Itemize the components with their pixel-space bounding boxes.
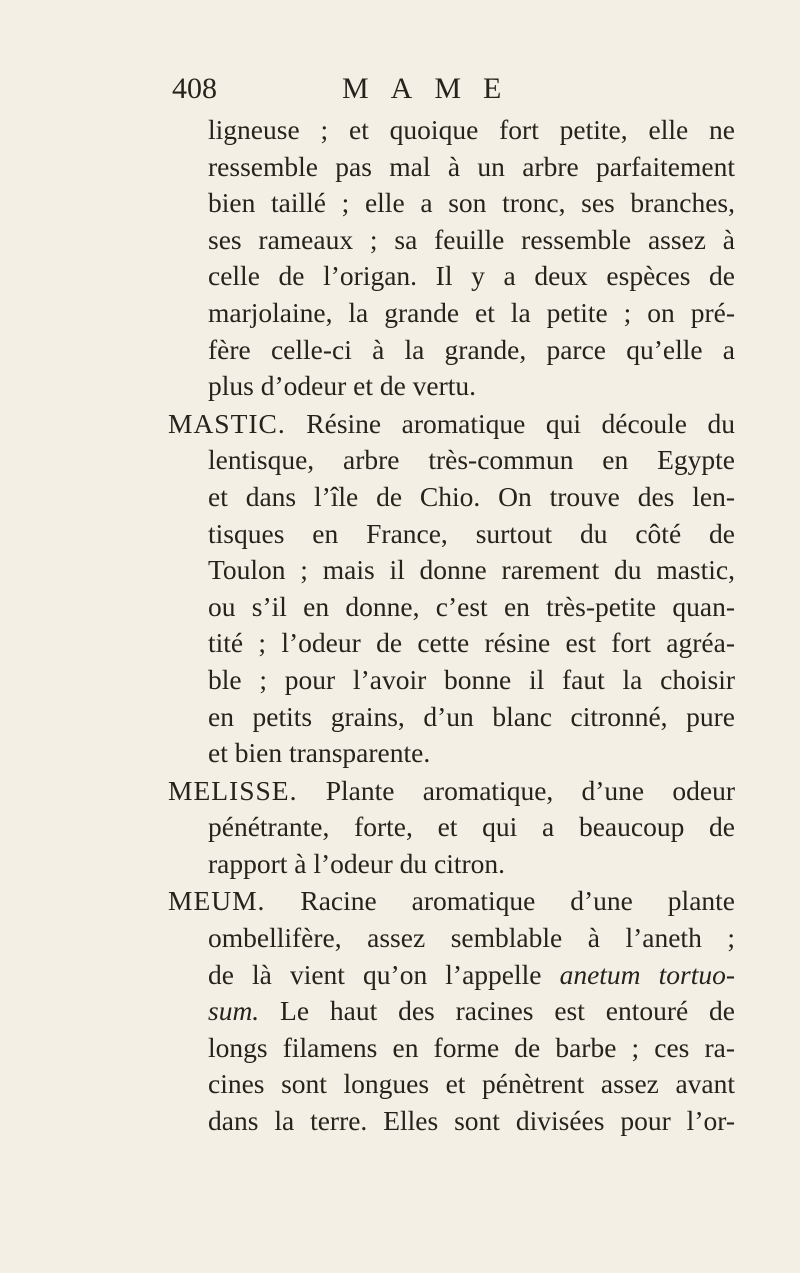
text-line: bien taillé ; elle a son tronc, ses branches, <box>208 187 735 219</box>
entry-first-line <box>168 773 735 810</box>
text-line <box>208 993 735 1030</box>
entry-term: MELISSE. <box>168 774 298 806</box>
latin-name: anetum tortuo- <box>559 958 735 990</box>
continuation-paragraph <box>160 112 735 405</box>
text-line: longs filamens en forme de barbe ; ces ra- <box>208 1031 735 1063</box>
entry-term: MASTIC. <box>168 407 286 439</box>
text-line: ou s’il en donne, c’est en très-petite quan- <box>208 590 735 622</box>
text-line: ligneuse ; et quoique fort petite, elle ne <box>208 114 735 145</box>
entry-text: Le haut des racines est entouré de <box>280 995 736 1027</box>
entry-first-line <box>168 406 735 443</box>
entry-term: MEUM. <box>168 885 266 917</box>
entry-text: Plante aromatique, d’une odeur <box>325 774 735 806</box>
text-line: ses rameaux ; sa feuille ressemble assez à <box>208 223 735 255</box>
text-line: plus d’odeur et de vertu. <box>208 370 477 402</box>
text-line: ressemble pas mal à un arbre parfaitement <box>208 150 735 182</box>
running-title: MAME <box>342 72 524 105</box>
text-line: tisques en France, surtout du côté de <box>208 517 735 549</box>
text-line: dans la terre. Elles sont divisées pour l’or- <box>208 1105 735 1137</box>
entry-text: Racine aromatique d’une plante <box>300 885 736 917</box>
text-line: tité ; l’odeur de cette résine est fort agréa- <box>208 627 735 659</box>
entry-melisse <box>160 773 735 883</box>
text-line: ble ; pour l’avoir bonne il faut la choisir <box>208 663 735 695</box>
text-line: celle de l’origan. Il y a deux espèces de <box>208 260 735 292</box>
text-line: ombellifère, assez semblable à l’aneth ; <box>208 922 735 954</box>
text-line <box>208 957 735 994</box>
entry-meum <box>160 883 735 1139</box>
latin-name: sum. <box>208 995 260 1027</box>
entry-mastic <box>160 406 735 772</box>
running-header <box>172 72 732 112</box>
entry-text: de là vient qu’on l’appelle <box>208 958 542 990</box>
text-line: Toulon ; mais il donne rarement du mastic, <box>208 554 735 586</box>
entry-text: Résine aromatique qui découle du <box>306 407 736 439</box>
text-line: rapport à l’odeur du citron. <box>208 847 506 879</box>
text-line: et bien transparente. <box>208 737 431 769</box>
text-line: pénétrante, forte, et qui a beaucoup de <box>208 811 735 843</box>
text-line: marjolaine, la grande et la petite ; on pré- <box>208 296 735 328</box>
text-line: lentisque, arbre très-commun en Egypte <box>208 444 735 476</box>
text-line: fère celle-ci à la grande, parce qu’elle a <box>208 333 735 365</box>
text-line: en petits grains, d’un blanc citronné, pure <box>208 700 735 732</box>
text-line: et dans l’île de Chio. On trouve des len- <box>208 480 735 512</box>
text-line: cines sont longues et pénètrent assez avant <box>208 1068 735 1100</box>
page-number: 408 <box>172 72 217 105</box>
entry-first-line <box>168 883 735 920</box>
body-text <box>160 112 735 1140</box>
